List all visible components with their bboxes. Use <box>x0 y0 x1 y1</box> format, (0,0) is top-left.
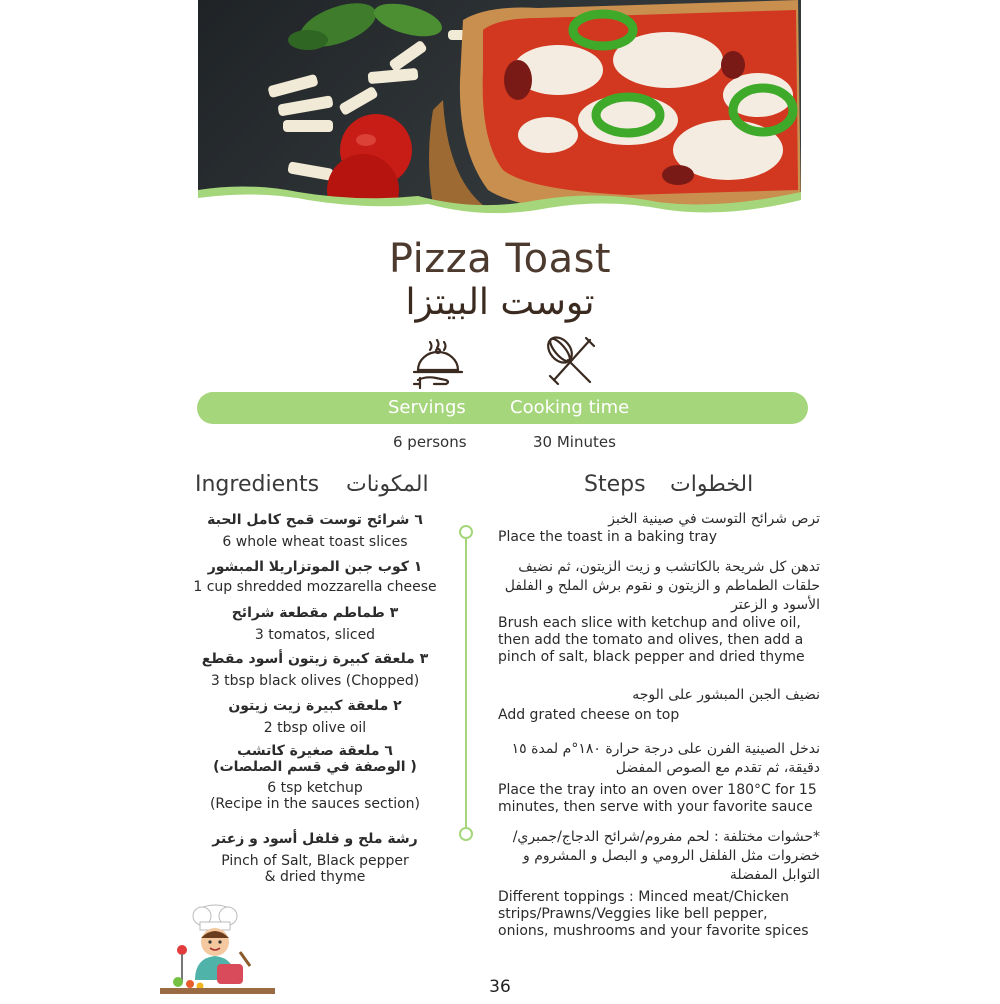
step-item: *حشوات مختلفة : لحم مفروم/شرائح الدجاج/جمبري/خضروات مثل الفلفل الرومي و البصل و المشروم و التوابل المفضلة Different toppings : Minced meat/Chicken strips/Prawns/Veggies like bell pepper, onions, mushrooms and your favorite spices <box>498 829 820 939</box>
step-item: تدهن كل شريحة بالكاتشب و زيت الزيتون، ثم نضيف حلقات الطماطم و الزيتون و نقوم برش الملح و الفلفل الأسود و الزعتر Brush each slice with ketchup and olive oil, then add the tomato and olives, then add a pinch of salt, black pepper and dried thyme <box>498 559 820 665</box>
pizza-toast-photo <box>198 0 801 228</box>
ingredient-item: ٣ طماطم مقطعة شرائح 3 tomatos, sliced <box>231 605 399 643</box>
page-number: 36 <box>489 977 511 997</box>
ingredient-item: ١ كوب جبن الموتزاريلا المبشور 1 cup shredded mozzarella cheese <box>193 559 437 595</box>
cooking-time-value: 30 Minutes <box>533 433 616 451</box>
ingredients-heading-en: Ingredients <box>195 472 320 497</box>
ingredients-heading-ar: المكونات <box>346 472 429 497</box>
timeline-dot-bottom <box>459 827 473 841</box>
step-item: ندخل الصينية الفرن على درجة حرارة ١٨٠°م لمدة ١٥ دقيقة، ثم تقدم مع الصوص المفضل Place the tray into an oven over 180°C for 15 minutes, then serve with your favorite sauce <box>498 741 820 815</box>
ingredient-item: ٦ شرائح توست قمح كامل الحبة 6 whole wheat toast slices <box>207 512 423 550</box>
recipe-title-en: Pizza Toast <box>388 236 612 282</box>
steps-timeline <box>465 532 467 834</box>
recipe-title-ar: توست البيتزا <box>405 282 595 323</box>
servings-label: Servings <box>388 397 466 418</box>
steps-heading-ar: الخطوات <box>670 472 754 497</box>
step-item: نضيف الجبن المبشور على الوجه Add grated cheese on top <box>498 687 820 723</box>
cloche-icon <box>410 336 466 394</box>
ingredient-item: ٣ ملعقة كبيرة زيتون أسود مقطع 3 tbsp black olives (Chopped) <box>201 651 429 689</box>
timeline-dot-top <box>459 525 473 539</box>
ingredient-item: رشة ملح و فلفل أسود و زعتر Pinch of Salt, Black pepper & dried thyme <box>212 831 418 885</box>
step-item: ترص شرائح التوست في صينية الخبز Place the toast in a baking tray <box>498 511 820 545</box>
info-bar <box>197 392 808 424</box>
ingredient-item: ٦ ملعقة صغيرة كاتشب ( الوصفة في قسم الصلصات) 6 tsp ketchup (Recipe in the sauces section) <box>209 743 421 812</box>
steps-heading-en: Steps <box>584 472 646 497</box>
ingredient-item: ٢ ملعقة كبيرة زيت زيتون 2 tbsp olive oil <box>228 698 402 736</box>
cooking-time-label: Cooking time <box>510 397 630 418</box>
whisk-rolling-pin-icon <box>544 334 600 392</box>
servings-value: 6 persons <box>393 433 467 451</box>
